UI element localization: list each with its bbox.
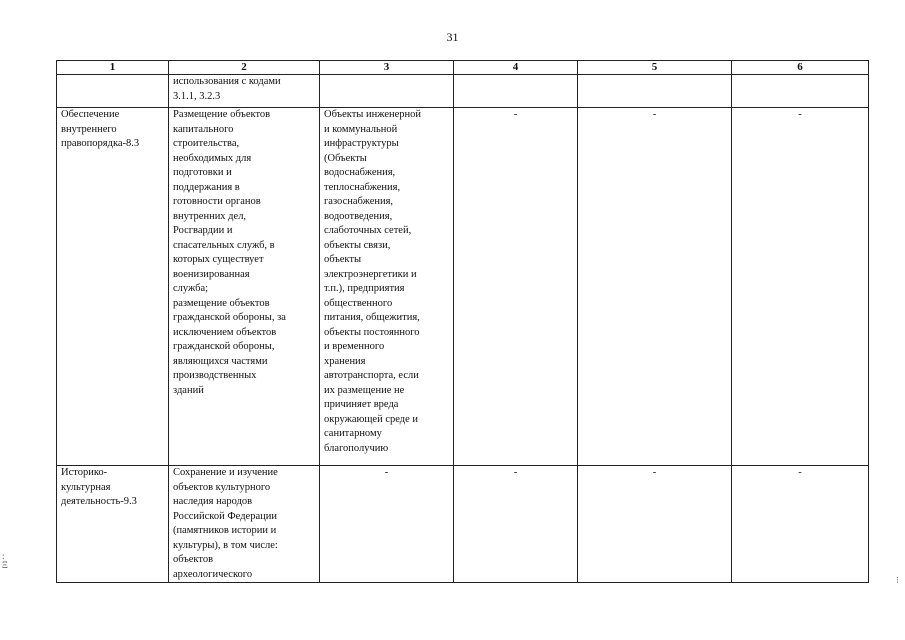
cell-text: - <box>384 467 389 478</box>
cell-text: Объекты инженерной и коммунальной инфраструктуры (Объекты водоснабжения, теплоснабжения, газоснабжения, водоотведения, слаботочных сетей, объекты связи, объекты электроэнергетики и т.п.), предприятия общественного питания, общежития, объекты постоянного и временного хранения автотранспорта, если их размещение не причиняет вреда окружающей среде и санитарному благополучию <box>324 109 422 454</box>
table-cell <box>454 108 578 466</box>
cell-text: - <box>652 109 657 120</box>
table-cell <box>320 466 454 583</box>
land-use-table <box>56 60 869 583</box>
table-row <box>57 466 869 583</box>
table-row <box>57 75 869 108</box>
column-header: 2 <box>169 61 320 75</box>
table-cell <box>57 108 169 466</box>
column-header: 5 <box>578 61 732 75</box>
scan-margin-mark-right: ⁝ <box>896 575 899 585</box>
table-cell <box>454 75 578 108</box>
table-cell <box>578 466 732 583</box>
column-header: 6 <box>732 61 869 75</box>
cell-text: Сохранение и изучение объектов культурного наследия народов Российской Федерации (памятников истории и культуры), в том числе: объектов археологического <box>173 467 278 580</box>
table-cell <box>169 75 320 108</box>
table-cell <box>320 108 454 466</box>
cell-text: - <box>798 109 802 120</box>
cell-text: Размещение объектов капитального строительства, необходимых для подготовки и поддержания в готовности органов внутренних дел, Росгвардии и спасательных служб, в которых существует военизированная служба; размещение объектов гражданской обороны, за исключением объектов гражданской обороны, являющихся частями производственных зданий <box>173 109 286 396</box>
table-cell <box>454 466 578 583</box>
cell-text: использования с кодами 3.1.1, 3.2.3 <box>173 76 281 102</box>
table-cell <box>57 75 169 108</box>
column-header: 1 <box>57 61 169 75</box>
table-cell <box>578 108 732 466</box>
table-cell <box>169 466 320 583</box>
table-row <box>57 108 869 466</box>
cell-text: - <box>513 467 518 478</box>
table-cell <box>732 75 869 108</box>
column-header: 3 <box>320 61 454 75</box>
cell-text: Историко- культурная деятельность-9.3 <box>61 467 137 507</box>
table-header-row <box>57 61 869 75</box>
table-cell <box>578 75 732 108</box>
cell-text: Обеспечение внутреннего правопорядка-8.3 <box>61 109 140 149</box>
table-cell <box>320 75 454 108</box>
cell-text: - <box>513 109 518 120</box>
table-cell <box>732 466 869 583</box>
cell-text: - <box>652 467 657 478</box>
scan-margin-mark-left: : Ξ <box>2 551 8 570</box>
page-number: 31 <box>446 30 459 44</box>
column-header: 4 <box>454 61 578 75</box>
table-cell <box>169 108 320 466</box>
cell-text: - <box>798 467 802 478</box>
table-cell <box>57 466 169 583</box>
table-cell <box>732 108 869 466</box>
